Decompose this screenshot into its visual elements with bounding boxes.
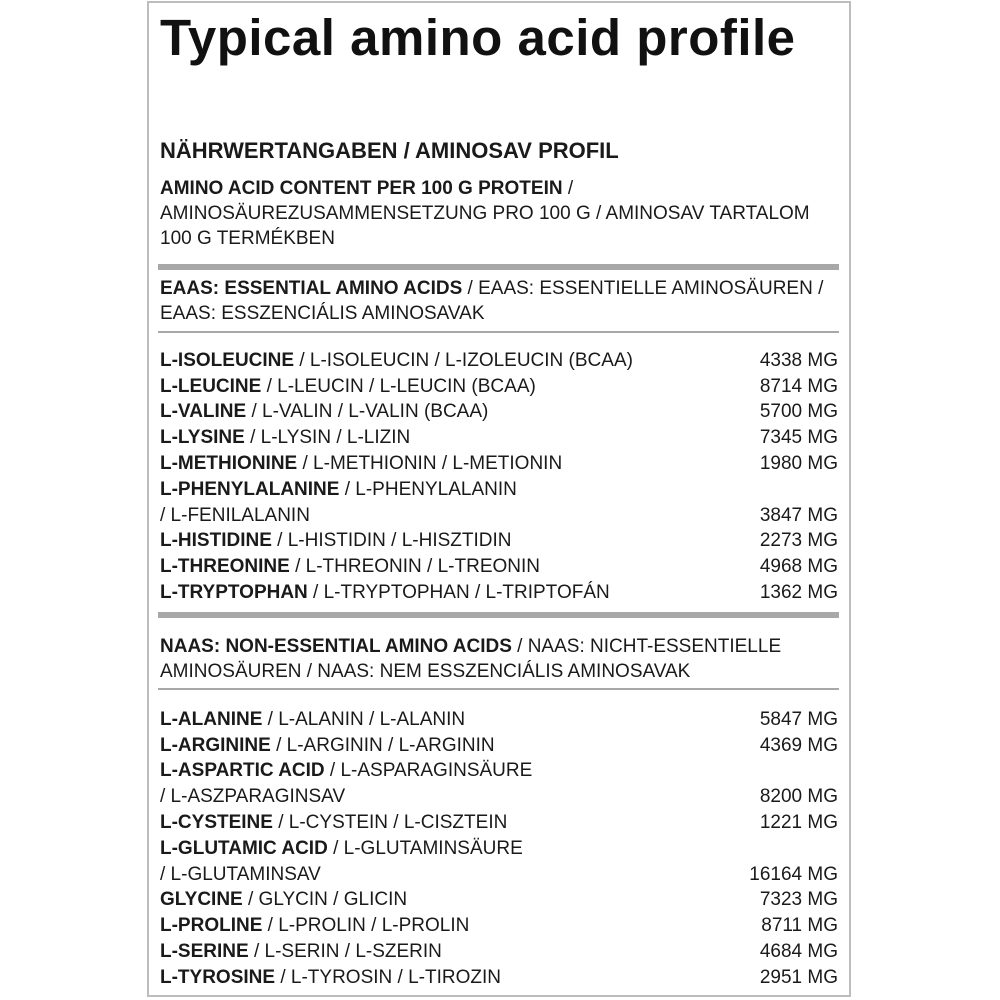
- naas-header-bold: NAAS: NON-ESSENTIAL AMINO ACIDS: [160, 636, 512, 657]
- amino-acid-value: 16164 MG: [749, 863, 838, 885]
- eaas-header-bold: EAAS: ESSENTIAL AMINO ACIDS: [160, 278, 463, 299]
- amino-acid-name-translations: / GLYCIN / GLICIN: [242, 889, 408, 911]
- amino-acid-name: [160, 708, 465, 732]
- amino-acid-name: [160, 811, 507, 835]
- amino-acid-name: [160, 555, 540, 579]
- amino-acid-name: [160, 426, 410, 450]
- naas-bottom-divider: [158, 688, 839, 690]
- amino-acid-name: [160, 863, 321, 887]
- amino-acid-name: [160, 785, 345, 809]
- amino-acid-value: 3847 MG: [759, 504, 838, 526]
- amino-acid-value: 1362 MG: [759, 581, 838, 603]
- amino-acid-value: 4369 MG: [759, 734, 838, 756]
- amino-acid-name-en: L-ALANINE: [160, 708, 263, 730]
- amino-acid-value: 5847 MG: [759, 708, 838, 730]
- naas-top-divider: [158, 612, 839, 618]
- table-row: [160, 502, 838, 528]
- table-row: [160, 579, 838, 605]
- table-row: [160, 476, 838, 502]
- table-row: [160, 809, 838, 835]
- table-row: [160, 399, 838, 425]
- amino-acid-name-en: L-PROLINE: [160, 915, 263, 937]
- amino-acid-name-translations: / L-ARGININ / L-ARGININ: [270, 734, 495, 756]
- amino-acid-name-translations: / L-SERIN / L-SZERIN: [248, 940, 442, 962]
- table-row: [160, 347, 838, 373]
- amino-acid-name: [160, 734, 495, 758]
- amino-acid-name: [160, 759, 532, 783]
- amino-acid-name-translations: / L-PHENYLALANIN: [339, 478, 517, 500]
- amino-acid-value: 7345 MG: [759, 427, 838, 449]
- amino-acid-name-en: L-SERINE: [160, 940, 249, 962]
- amino-acid-name-translations: / L-VALIN / L-VALIN (BCAA): [246, 401, 489, 423]
- table-row: [160, 528, 838, 554]
- amino-acid-value: 1980 MG: [759, 452, 838, 474]
- table-row: [160, 912, 838, 938]
- amino-acid-value: 2273 MG: [759, 530, 838, 552]
- eaas-bottom-divider: [158, 331, 839, 333]
- amino-acid-value: 5700 MG: [759, 401, 838, 423]
- table-row: [160, 783, 838, 809]
- amino-acid-value: 4968 MG: [759, 556, 838, 578]
- eaas-header-rest: / EAAS: ESSENTIELLE AMINOSÄUREN / EAAS: ESSZENCIÁLIS AMINOSAVAK: [160, 278, 824, 324]
- subtitle: NÄHRWERTANGABEN / AMINOSAV PROFIL: [160, 138, 619, 163]
- amino-acid-name-en: L-LEUCINE: [160, 375, 262, 397]
- amino-acid-name-translations: / L-THREONIN / L-TREONIN: [289, 556, 541, 578]
- amino-acid-name-en: L-ASPARTIC ACID: [160, 760, 325, 782]
- amino-acid-name-translations: / L-PROLIN / L-PROLIN: [262, 915, 470, 937]
- eaas-top-divider: [158, 264, 839, 270]
- amino-acid-name-translations: / L-TYROSIN / L-TIROZIN: [275, 966, 501, 988]
- amino-acid-value: 1221 MG: [759, 811, 838, 833]
- table-row: [160, 424, 838, 450]
- table-row: [160, 450, 838, 476]
- amino-acid-name: [160, 914, 469, 938]
- table-row: [160, 553, 838, 579]
- amino-acid-name-translations: / L-GLUTAMINSÄURE: [327, 837, 523, 859]
- amino-acid-name: [160, 940, 442, 964]
- amino-acid-name: [160, 400, 488, 424]
- table-row: [160, 373, 838, 399]
- amino-acid-name-translations: / L-HISTIDIN / L-HISZTIDIN: [271, 530, 512, 552]
- amino-acid-name-translations: / L-GLUTAMINSAV: [160, 863, 321, 885]
- amino-acid-name: [160, 837, 523, 861]
- eaas-header: [160, 276, 840, 326]
- amino-acid-name-en: L-GLUTAMIC ACID: [160, 837, 328, 859]
- amino-acid-name-en: L-TYROSINE: [160, 966, 276, 988]
- table-row: [160, 938, 838, 964]
- naas-header: [160, 634, 840, 684]
- naas-table: [160, 706, 838, 990]
- table-row: [160, 732, 838, 758]
- table-row: [160, 964, 838, 990]
- intro-rest: / AMINOSÄUREZUSAMMENSETZUNG PRO 100 G / AMINOSAV TARTALOM 100 G TERMÉKBEN: [160, 178, 810, 249]
- amino-acid-value: 4684 MG: [759, 940, 838, 962]
- amino-acid-name: [160, 349, 633, 373]
- amino-acid-value: 8714 MG: [759, 375, 838, 397]
- amino-acid-name-translations: / L-LYSIN / L-LIZIN: [244, 427, 411, 449]
- amino-acid-name-en: L-ISOLEUCINE: [160, 349, 295, 371]
- amino-acid-name-translations: / L-ASPARAGINSÄURE: [324, 760, 533, 782]
- amino-acid-name-translations: / L-CYSTEIN / L-CISZTEIN: [272, 811, 508, 833]
- table-row: [160, 887, 838, 913]
- amino-acid-name-translations: / L-FENILALANIN: [160, 504, 310, 526]
- intro-text: [160, 176, 840, 251]
- amino-acid-name: [160, 581, 610, 605]
- amino-acid-name-en: L-TRYPTOPHAN: [160, 581, 308, 603]
- amino-acid-name: [160, 888, 407, 912]
- amino-acid-value: 4338 MG: [759, 349, 838, 371]
- amino-acid-name: [160, 375, 536, 399]
- table-row: [160, 835, 838, 861]
- amino-acid-name: [160, 452, 562, 476]
- amino-acid-value: 7323 MG: [759, 889, 838, 911]
- amino-acid-name-translations: / L-ALANIN / L-ALANIN: [262, 708, 466, 730]
- amino-acid-name: [160, 529, 512, 553]
- amino-acid-value: 8711 MG: [761, 915, 838, 937]
- amino-acid-name-translations: / L-METHIONIN / L-METIONIN: [297, 452, 563, 474]
- eaas-table: [160, 347, 838, 605]
- amino-acid-name-en: L-CYSTEINE: [160, 811, 273, 833]
- amino-acid-name-en: L-LYSINE: [160, 427, 245, 449]
- amino-acid-value: 2951 MG: [759, 966, 838, 988]
- amino-acid-name-translations: / L-ASZPARAGINSAV: [160, 786, 346, 808]
- table-row: [160, 758, 838, 784]
- amino-acid-name-translations: / L-LEUCIN / L-LEUCIN (BCAA): [261, 375, 536, 397]
- amino-acid-name-en: L-HISTIDINE: [160, 530, 272, 552]
- amino-acid-name-en: GLYCINE: [160, 889, 243, 911]
- amino-acid-name: [160, 504, 310, 528]
- amino-acid-value: 8200 MG: [759, 786, 838, 808]
- amino-acid-name-en: L-PHENYLALANINE: [160, 478, 340, 500]
- amino-acid-name-translations: / L-TRYPTOPHAN / L-TRIPTOFÁN: [307, 581, 610, 603]
- amino-acid-name-translations: / L-ISOLEUCIN / L-IZOLEUCIN (BCAA): [294, 349, 633, 371]
- amino-acid-name: [160, 478, 517, 502]
- intro-bold: AMINO ACID CONTENT PER 100 G PROTEIN: [160, 178, 563, 199]
- page-title: Typical amino acid profile: [160, 9, 796, 66]
- amino-acid-name-en: L-THREONINE: [160, 556, 290, 578]
- amino-acid-name-en: L-VALINE: [160, 401, 247, 423]
- amino-acid-name-en: L-METHIONINE: [160, 452, 298, 474]
- amino-acid-name-en: L-ARGININE: [160, 734, 271, 756]
- naas-header-rest: / NAAS: NICHT-ESSENTIELLE AMINOSÄUREN / NAAS: NEM ESSZENCIÁLIS AMINOSAVAK: [160, 636, 782, 682]
- table-row: [160, 706, 838, 732]
- table-row: [160, 861, 838, 887]
- amino-acid-name: [160, 966, 501, 990]
